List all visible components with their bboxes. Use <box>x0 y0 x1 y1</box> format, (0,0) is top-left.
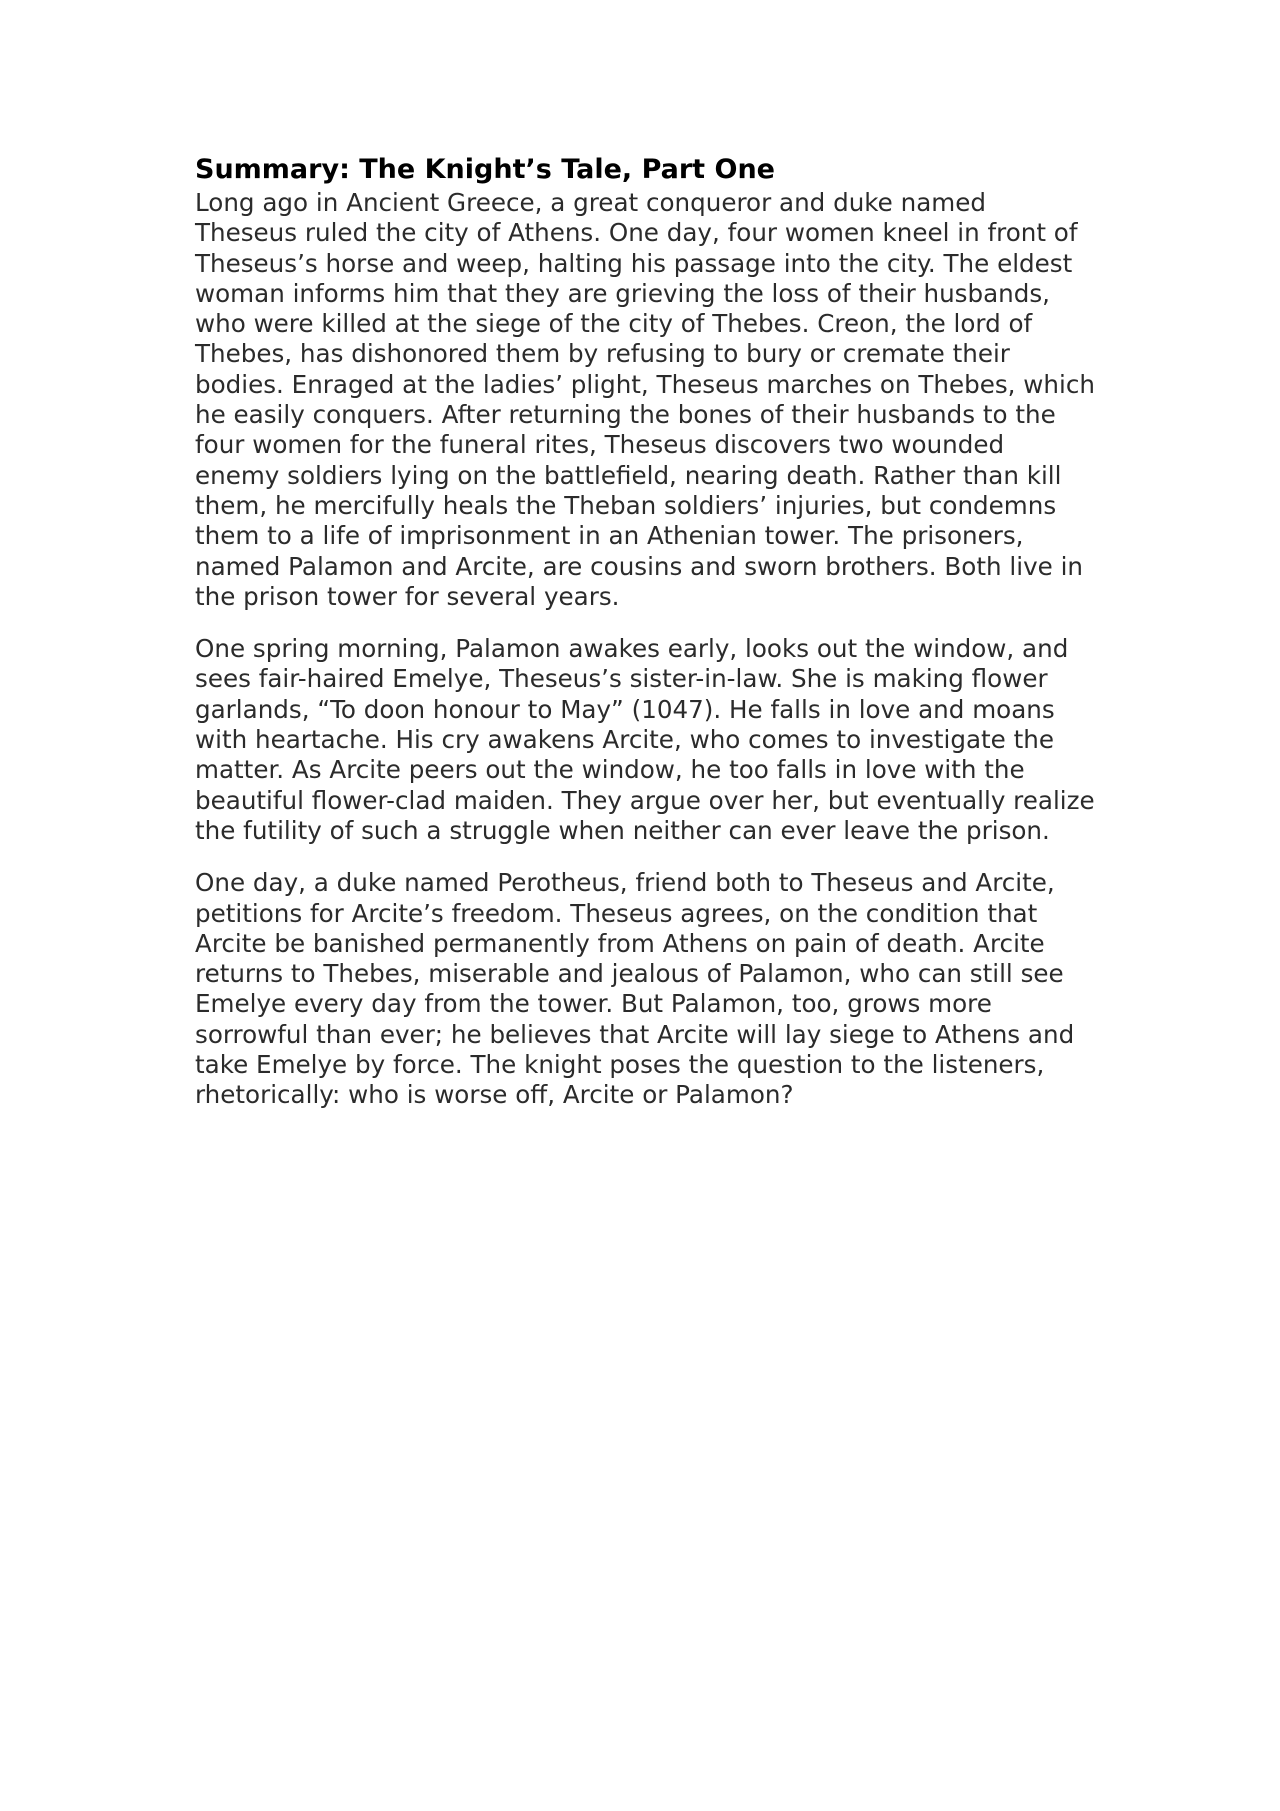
paragraph-3: One day, a duke named Perotheus, friend both to Theseus and Arcite, petitions for Arcite’s freedom. Theseus agrees, on the condition that Arcite be banished permanently from Athens on pain of death. Arcite returns to Thebes, miserable and jealous of Palamon, who can still see Emelye every day from the tower. But Palamon, too, grows more sorrowful than ever; he believes that Arcite will lay siege to Athens and take Emelye by force. The knight poses the question to the listeners, rhetorically: who is worse off, Arcite or Palamon? <box>195 868 1075 1110</box>
paragraph-1: Long ago in Ancient Greece, a great conqueror and duke named Theseus ruled the city of Athens. One day, four women kneel in front of Theseus’s horse and weep, halting his passage into the city. The eldest woman informs him that they are grieving the loss of their husbands, who were killed at the siege of the city of Thebes. Creon, the lord of Thebes, has dishonored them by refusing to bury or cremate their bodies. Enraged at the ladies’ plight, Theseus marches on Thebes, which he easily conquers. After returning the bones of their husbands to the four women for the funeral rites, Theseus discovers two wounded enemy soldiers lying on the battlefield, nearing death. Rather than kill them, he mercifully heals the Theban soldiers’ injuries, but condemns them to a life of imprisonment in an Athenian tower. The prisoners, named Palamon and Arcite, are cousins and sworn brothers. Both live in the prison tower for several years. <box>195 188 1095 611</box>
document-body <box>195 152 1095 1133</box>
document-title: Summary: The Knight’s Tale, Part One <box>195 154 775 185</box>
paragraph-2: One spring morning, Palamon awakes early, looks out the window, and sees fair-haired Emelye, Theseus’s sister-in-law. She is making flower garlands, “To doon honour to May” (1047). He falls in love and moans with heartache. His cry awakens Arcite, who comes to investigate the matter. As Arcite peers out the window, he too falls in love with the beautiful flower-clad maiden. They argue over her, but eventually realize the futility of such a struggle when neither can ever leave the prison. <box>195 634 1095 845</box>
